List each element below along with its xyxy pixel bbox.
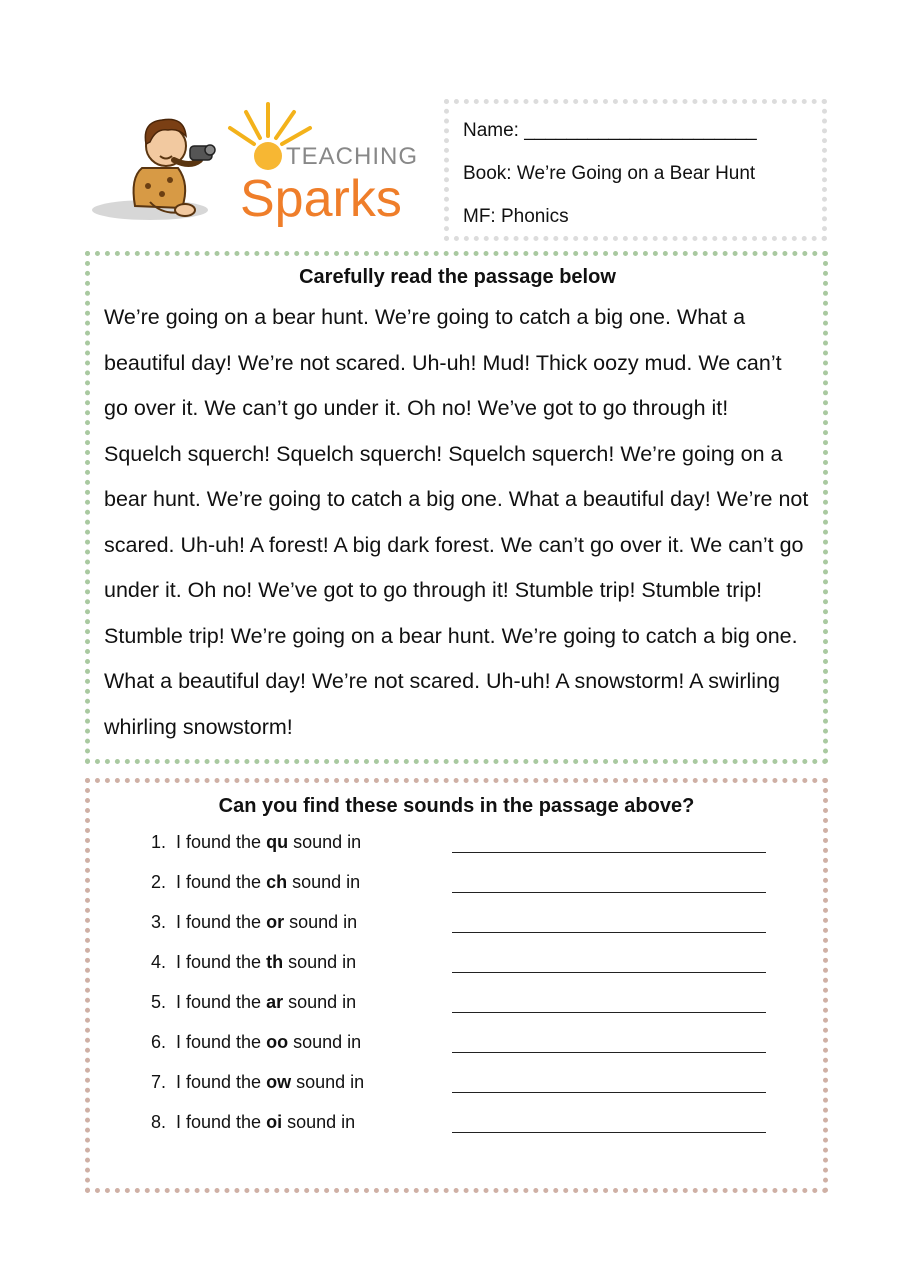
question-text: I found the oi sound in <box>176 1112 356 1132</box>
passage-text: We’re going on a bear hunt. We’re going to catch a big one. What a beautiful day! We’re not scared. Uh-uh! Mud! Thick oozy mud. We can’t go over it. We can’t go under it. Oh no! We’ve got to go through it! Squelch squerch! Squelch squerch! Squelch squerch! We’re going on a bear hunt. We’re going to catch a big one. What a beautiful day! We’re not scared. Uh-uh! A forest! A big dark forest. We can’t go over it. We can’t go under it. Oh no! We’ve got to go through it! Stumble trip! Stumble trip! Stumble trip! We’re going on a bear hunt. We’re going to catch a big one. What a beautiful day! We’re not scared. Uh-uh! A snowstorm! A swirling whirling snowstorm! <box>104 305 809 739</box>
answer-line[interactable] <box>452 852 766 853</box>
sun-icon <box>254 142 282 170</box>
question-item-2 <box>104 872 809 912</box>
sound-label: oi <box>266 1112 283 1132</box>
sound-label: oo <box>266 1032 289 1052</box>
sound-label: th <box>266 952 284 972</box>
answer-line[interactable] <box>452 892 766 893</box>
teaching-sparks-logo <box>90 98 435 230</box>
question-text: I found the ar sound in <box>176 992 357 1012</box>
sound-label: ch <box>266 872 288 892</box>
question-number: 2. <box>150 872 166 892</box>
question-text: I found the th sound in <box>176 952 357 972</box>
book-label: Book: We’re Going on a Bear Hunt <box>463 163 756 184</box>
sound-label: ow <box>266 1072 292 1092</box>
question-number: 4. <box>150 952 166 972</box>
sound-label: qu <box>266 832 289 852</box>
question-number: 5. <box>150 992 166 1012</box>
question-text: I found the ow sound in <box>176 1072 365 1092</box>
question-text: I found the ch sound in <box>176 872 361 892</box>
question-number: 1. <box>150 832 166 852</box>
question-text: I found the or sound in <box>176 912 358 932</box>
answer-line[interactable] <box>452 1092 766 1093</box>
question-item-8 <box>104 1112 809 1152</box>
question-text: I found the qu sound in <box>176 832 362 852</box>
question-item-7 <box>104 1072 809 1112</box>
caveman-with-binoculars-icon <box>134 119 215 216</box>
answer-line[interactable] <box>452 1012 766 1013</box>
passage-title: Carefully read the passage below <box>299 266 616 288</box>
questions-title: Can you find these sounds in the passage above? <box>218 795 695 817</box>
sound-label: or <box>266 912 285 932</box>
answer-line[interactable] <box>452 972 766 973</box>
logo-line1: TEACHING <box>286 143 419 170</box>
question-item-3 <box>104 912 809 952</box>
question-item-1 <box>104 832 809 872</box>
question-number: 3. <box>150 912 166 932</box>
question-item-4 <box>104 952 809 992</box>
questions-box <box>85 778 828 1193</box>
question-item-5 <box>104 992 809 1032</box>
logo-line2: Sparks <box>240 170 402 228</box>
question-number: 7. <box>150 1072 166 1092</box>
student-info-box <box>444 99 827 241</box>
sun-rays-icon <box>230 104 310 144</box>
question-item-6 <box>104 1032 809 1072</box>
answer-line[interactable] <box>452 932 766 933</box>
passage-box <box>85 251 828 764</box>
question-number: 8. <box>150 1112 166 1132</box>
name-field[interactable]: Name: ______________________ <box>463 120 757 141</box>
question-number: 6. <box>150 1032 166 1052</box>
mf-label: MF: Phonics <box>463 206 569 227</box>
question-list <box>104 832 809 1152</box>
answer-line[interactable] <box>452 1132 766 1133</box>
answer-line[interactable] <box>452 1052 766 1053</box>
sound-label: ar <box>266 992 284 1012</box>
question-text: I found the oo sound in <box>176 1032 362 1052</box>
